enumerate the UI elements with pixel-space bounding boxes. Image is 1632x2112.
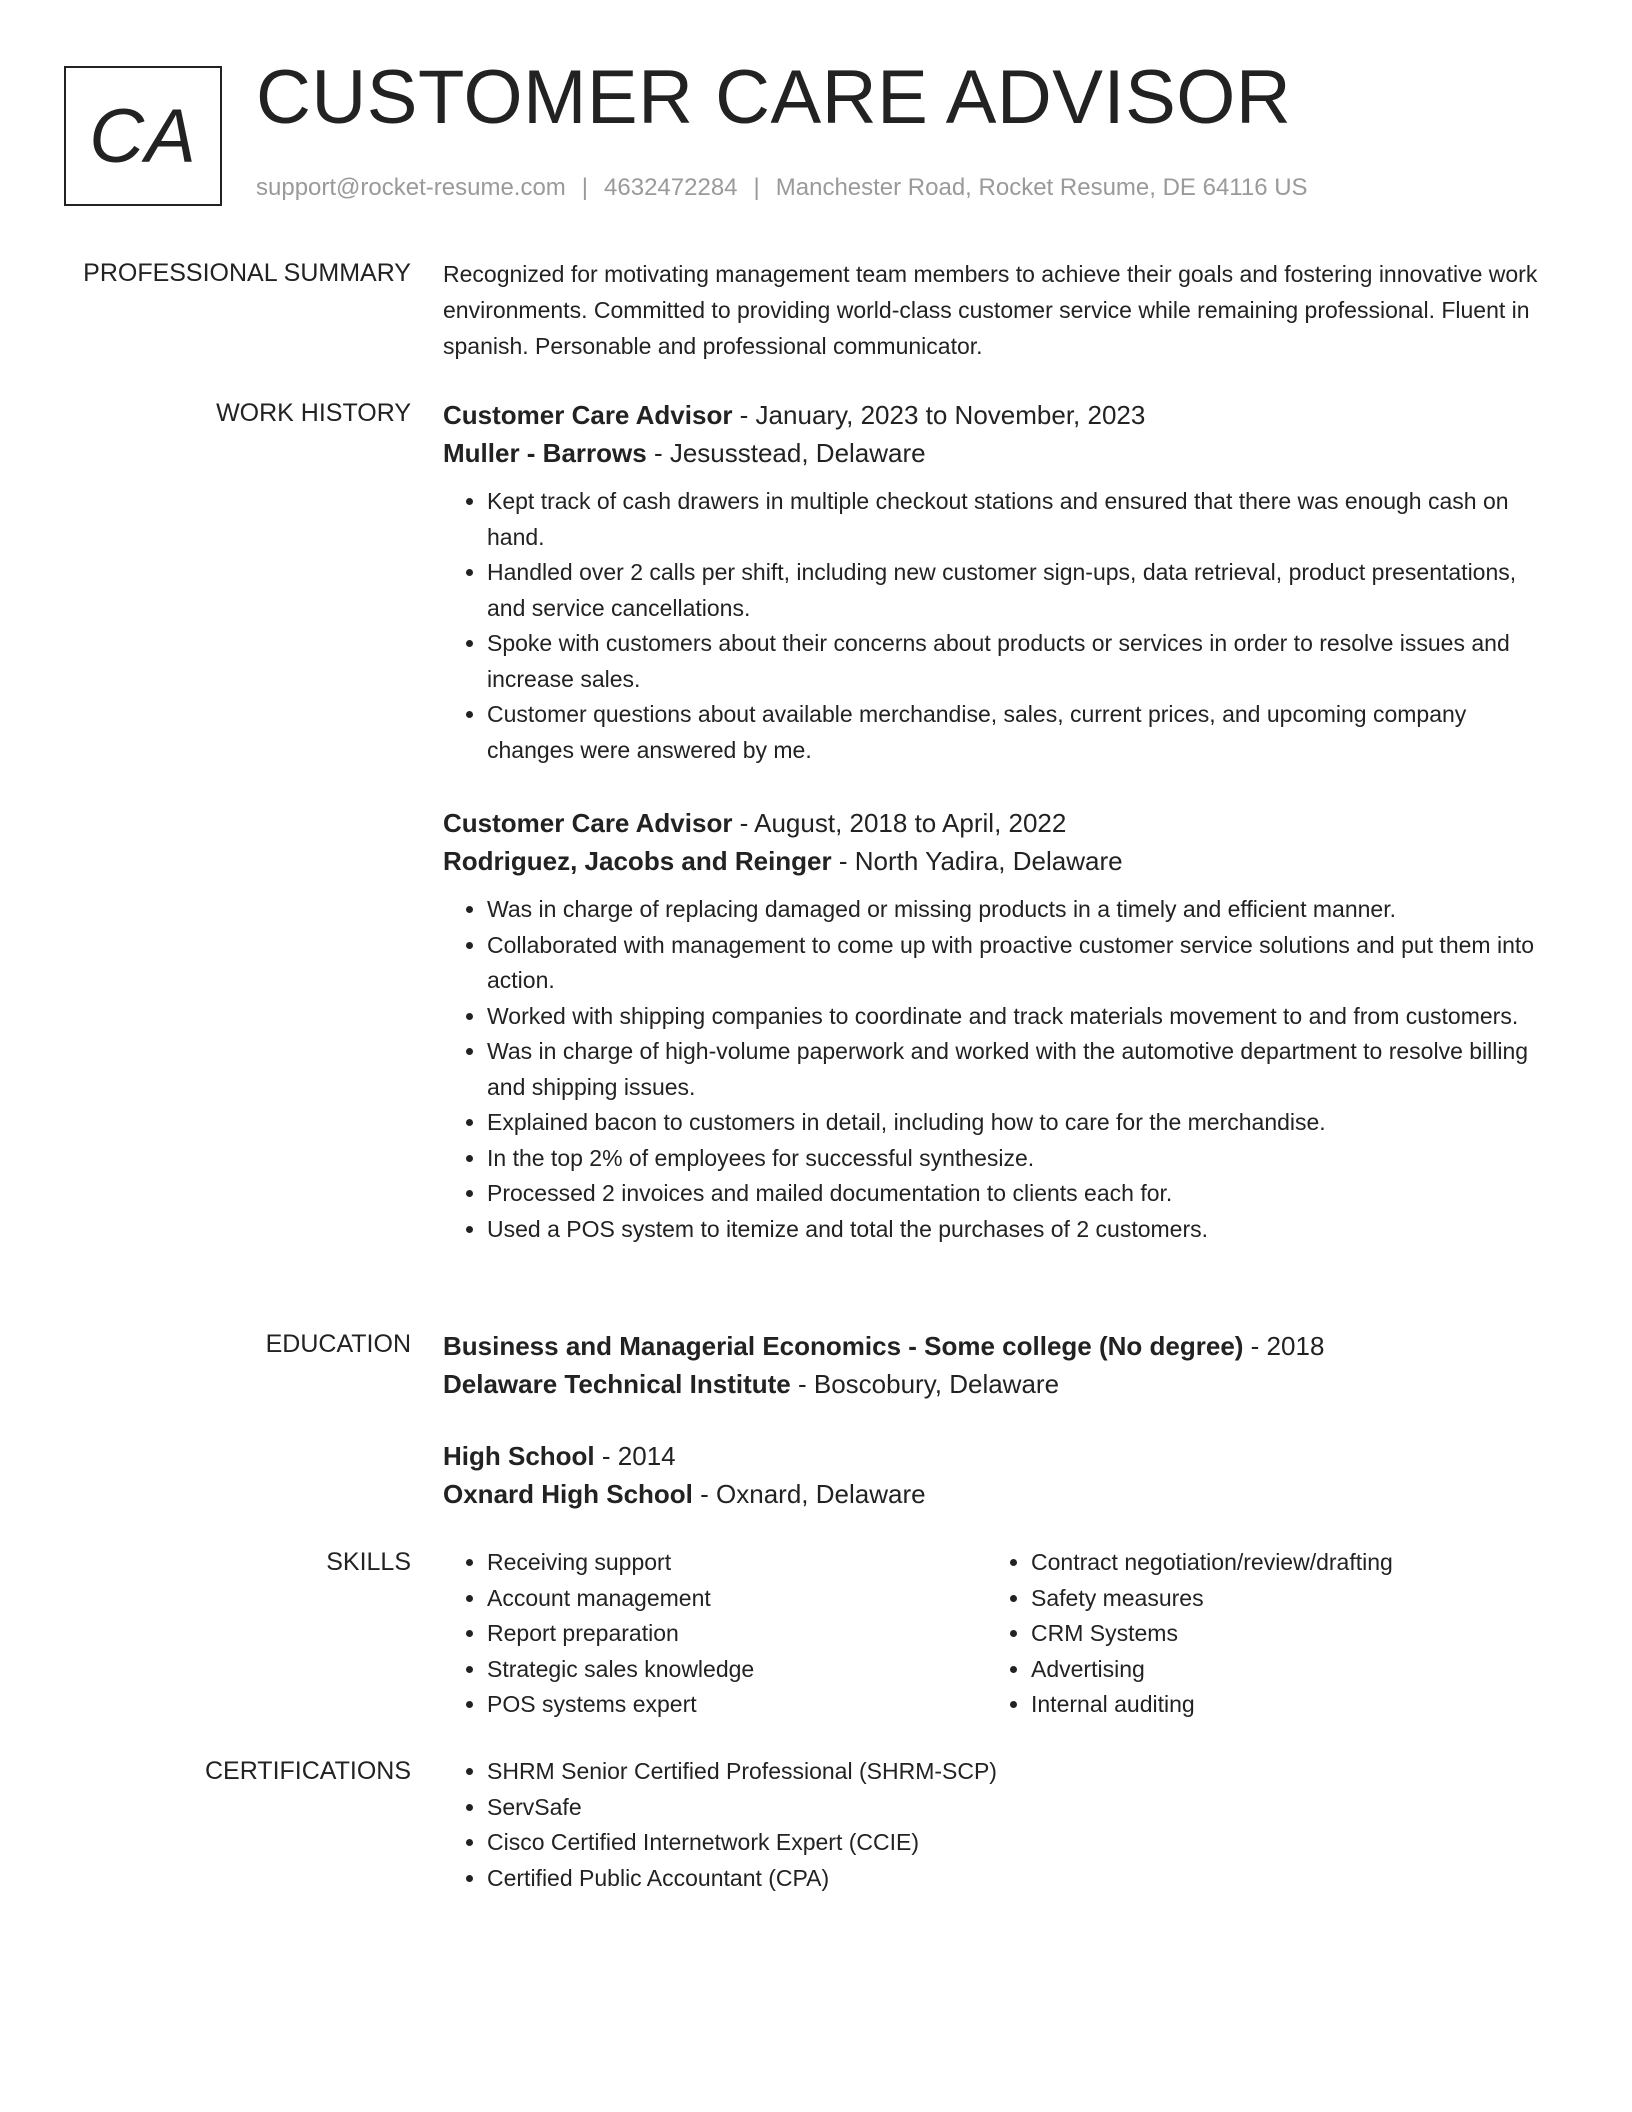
contact-phone[interactable]: 4632472284	[604, 174, 738, 201]
certification-item: • Cisco Certified Internetwork Expert (CCIE)	[487, 1825, 1553, 1861]
skill-item: • Receiving support	[487, 1545, 987, 1581]
education-entry	[443, 1437, 1553, 1513]
skill-item: • Account management	[487, 1581, 987, 1617]
contact-line	[256, 174, 1308, 202]
summary-heading: PROFESSIONAL SUMMARY	[83, 259, 411, 287]
education-year: - 2018	[1243, 1331, 1325, 1361]
education-degree-line	[443, 1437, 1553, 1475]
job-bullet: • Explained bacon to customers in detail, including how to care for the merchandise.	[487, 1105, 1553, 1141]
contact-email[interactable]: support@rocket-resume.com	[256, 174, 566, 201]
education-school: Delaware Technical Institute	[443, 1369, 791, 1399]
skill-item: • CRM Systems	[1031, 1616, 1531, 1652]
contact-separator: |	[753, 174, 760, 201]
work-history-body	[443, 396, 1553, 1247]
education-school: Oxnard High School	[443, 1479, 693, 1509]
job-bullet: • Worked with shipping companies to coordinate and track materials movement to and from customers.	[487, 999, 1553, 1035]
skill-item: • Strategic sales knowledge	[487, 1652, 987, 1688]
job-dates: - August, 2018 to April, 2022	[732, 808, 1067, 838]
skill-item: • Contract negotiation/review/drafting	[1031, 1545, 1531, 1581]
certifications-list	[443, 1754, 1553, 1896]
job-bullet: • Kept track of cash drawers in multiple checkout stations and ensured that there was enough cash on hand.	[487, 484, 1553, 555]
job-bullet: • Customer questions about available merchandise, sales, current prices, and upcoming company changes were answered by me.	[487, 697, 1553, 768]
monogram-logo: CA	[64, 66, 222, 206]
skill-item: • Internal auditing	[1031, 1687, 1531, 1723]
skills-list-right	[987, 1545, 1531, 1723]
job-entry	[443, 396, 1553, 768]
certification-item: • Certified Public Accountant (CPA)	[487, 1861, 1553, 1897]
job-bullet: • Was in charge of high-volume paperwork and worked with the automotive department to resolve billing and shipping issues.	[487, 1034, 1553, 1105]
education-degree-line	[443, 1327, 1553, 1365]
education-degree: Business and Managerial Economics - Some college (No degree)	[443, 1331, 1244, 1361]
job-bullet: • Handled over 2 calls per shift, including new customer sign-ups, data retrieval, product presentations, and service cancellations.	[487, 555, 1553, 626]
job-bullet: • Spoke with customers about their concerns about products or services in order to resolve issues and increase sales.	[487, 626, 1553, 697]
job-company-line	[443, 434, 1553, 472]
job-company-line	[443, 842, 1553, 880]
education-location: - Oxnard, Delaware	[692, 1479, 926, 1509]
education-school-line	[443, 1475, 1553, 1513]
education-year: - 2014	[594, 1441, 676, 1471]
job-dates: - January, 2023 to November, 2023	[732, 400, 1146, 430]
job-title-line	[443, 804, 1553, 842]
education-location: - Boscobury, Delaware	[790, 1369, 1060, 1399]
job-bullet-list	[443, 892, 1553, 1247]
job-entry	[443, 804, 1553, 1247]
certification-item: • ServSafe	[487, 1790, 1553, 1826]
job-location: - Jesusstead, Delaware	[646, 438, 926, 468]
summary-text: Recognized for motivating management team members to achieve their goals and fostering innovative work environments. Committed to providing world-class customer service while remaining professional. Fluent in spanish. Personable and professional communicator.	[443, 261, 1538, 359]
job-title-line	[443, 396, 1553, 434]
education-heading: EDUCATION	[265, 1330, 411, 1358]
skill-item: • Safety measures	[1031, 1581, 1531, 1617]
education-school-line	[443, 1365, 1553, 1403]
job-bullet: • Processed 2 invoices and mailed documentation to clients each for.	[487, 1176, 1553, 1212]
skills-list-left	[443, 1545, 987, 1723]
skill-item: • Advertising	[1031, 1652, 1531, 1688]
job-bullet-list	[443, 484, 1553, 768]
job-title: Customer Care Advisor	[443, 808, 733, 838]
job-bullet: • Collaborated with management to come up with proactive customer service solutions and put them into action.	[487, 928, 1553, 999]
skill-item: • Report preparation	[487, 1616, 987, 1652]
work-history-heading: WORK HISTORY	[216, 399, 411, 427]
job-title: Customer Care Advisor	[443, 400, 733, 430]
resume-title: CUSTOMER CARE ADVISOR	[256, 55, 1292, 140]
skills-heading: SKILLS	[326, 1548, 411, 1576]
certifications-heading: CERTIFICATIONS	[204, 1757, 411, 1785]
job-location: - North Yadira, Delaware	[831, 846, 1123, 876]
education-body	[443, 1327, 1553, 1513]
certification-item: • SHRM Senior Certified Professional (SHRM-SCP)	[487, 1754, 1553, 1790]
job-company: Rodriguez, Jacobs and Reinger	[443, 846, 832, 876]
job-bullet: • Was in charge of replacing damaged or missing products in a timely and efficient manner.	[487, 892, 1553, 928]
job-company: Muller - Barrows	[443, 438, 647, 468]
education-entry	[443, 1327, 1553, 1403]
contact-address: Manchester Road, Rocket Resume, DE 64116 US	[775, 174, 1308, 201]
education-degree: High School	[443, 1441, 595, 1471]
job-bullet: • In the top 2% of employees for successful synthesize.	[487, 1141, 1553, 1177]
job-bullet: • Used a POS system to itemize and total the purchases of 2 customers.	[487, 1212, 1553, 1248]
contact-separator: |	[581, 174, 589, 201]
skill-item: • POS systems expert	[487, 1687, 987, 1723]
